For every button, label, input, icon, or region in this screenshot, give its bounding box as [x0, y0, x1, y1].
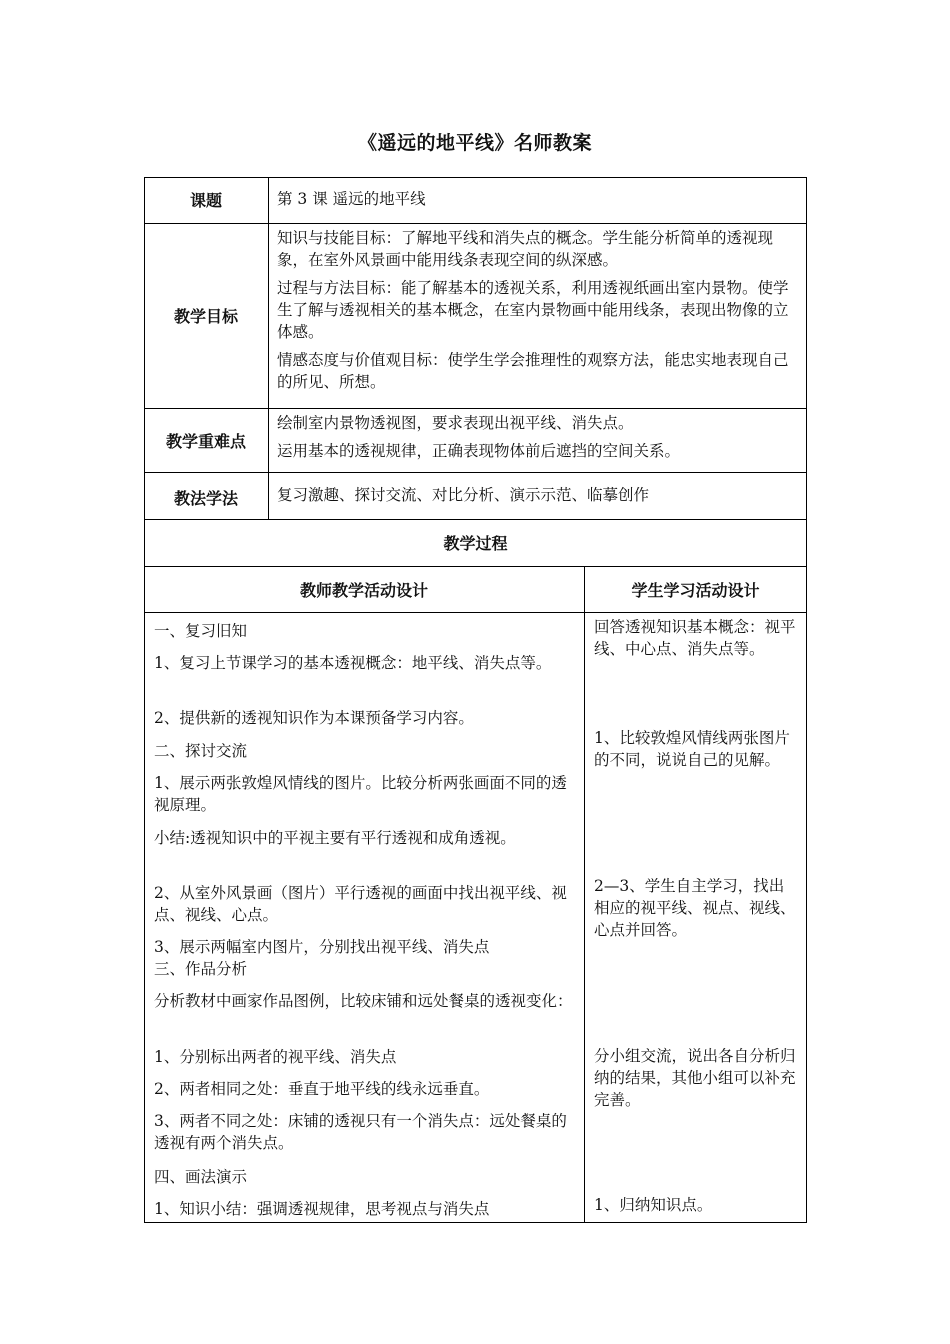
student-item: 回答透视知识基本概念：视平线、中心点、消失点等。 [594, 618, 796, 658]
key-point: 绘制室内景物透视图，要求表现出视平线、消失点。 [277, 414, 634, 432]
topic-label: 课题 [189, 191, 222, 210]
teacher-item: 一、复习旧知 [154, 622, 248, 640]
row-divider [144, 223, 807, 224]
teacher-item: 2、提供新的透视知识作为本课预备学习内容。 [154, 709, 474, 727]
student-item: 2—3、学生自主学习，找出相应的视平线、视点、视线、心点并回答。 [594, 877, 796, 939]
teacher-item: 1、展示两张敦煌风情线的图片。比较分析两张画面不同的透视原理。 [154, 774, 567, 814]
column-divider [268, 177, 269, 519]
teacher-item: 1、复习上节课学习的基本透视概念：地平线、消失点等。 [154, 654, 552, 672]
row-divider [144, 519, 807, 520]
teacher-activity-header: 教师教学活动设计 [299, 581, 428, 600]
teacher-item: 1、分别标出两者的视平线、消失点 [154, 1048, 397, 1066]
row-divider [144, 612, 807, 613]
process-header: 教学过程 [443, 534, 508, 553]
goal-knowledge: 知识与技能目标：了解地平线和消失点的概念。学生能分析简单的透视现象，在室外风景画中能用线条表现空间的纵深感。 [277, 229, 774, 269]
row-divider [144, 566, 807, 567]
row-divider [144, 472, 807, 473]
document-title: 《遥远的地平线》名师教案 [357, 132, 592, 154]
topic-value: 第 3 课 遥远的地平线 [277, 190, 426, 208]
goals-label: 教学目标 [173, 307, 238, 326]
student-activity-header: 学生学习活动设计 [631, 581, 760, 600]
teacher-item: 3、两者不同之处：床铺的透视只有一个消失点：远处餐桌的透视有两个消失点。 [154, 1112, 567, 1152]
teacher-item: 二、探讨交流 [154, 742, 248, 760]
teacher-item: 1、知识小结：强调透视规律，思考视点与消失点 [154, 1200, 490, 1218]
goal-attitude: 情感态度与价值观目标：使学生学会推理性的观察方法，能忠实地表现自己的所见、所想。 [277, 351, 789, 391]
teacher-item: 2、从室外风景画（图片）平行透视的画面中找出视平线、视点、视线、心点。 [154, 884, 567, 924]
teacher-item: 小结:透视知识中的平视主要有平行透视和成角透视。 [154, 829, 516, 847]
goal-process: 过程与方法目标：能了解基本的透视关系，利用透视纸画出室内景物。使学生了解与透视相关的基本概念，在室内景物画中能用线条，表现出物像的立体感。 [277, 279, 789, 341]
student-item: 1、比较敦煌风情线两张图片的不同，说说自己的见解。 [594, 729, 790, 769]
row-divider [144, 408, 807, 409]
teacher-item: 2、两者相同之处：垂直于地平线的线永远垂直。 [154, 1080, 490, 1098]
key-points-text [277, 412, 799, 468]
teacher-item: 分析教材中画家作品图例，比较床铺和远处餐桌的透视变化： [154, 992, 573, 1010]
key-point: 运用基本的透视规律，正确表现物体前后遮挡的空间关系。 [277, 442, 681, 460]
method-value: 复习激趣、探讨交流、对比分析、演示示范、临摹创作 [277, 486, 650, 504]
goals-text [277, 227, 799, 399]
column-divider [584, 566, 585, 1223]
teacher-item: 3、展示两幅室内图片，分别找出视平线、消失点 [154, 938, 490, 956]
student-item: 分小组交流，说出各自分析归纳的结果，其他小组可以补充完善。 [594, 1047, 796, 1109]
student-item: 1、归纳知识点。 [594, 1196, 713, 1214]
key-points-label: 教学重难点 [165, 432, 246, 451]
teacher-item: 三、作品分析 [154, 960, 248, 978]
method-label: 教法学法 [173, 489, 238, 508]
teacher-item: 四、画法演示 [154, 1168, 248, 1186]
